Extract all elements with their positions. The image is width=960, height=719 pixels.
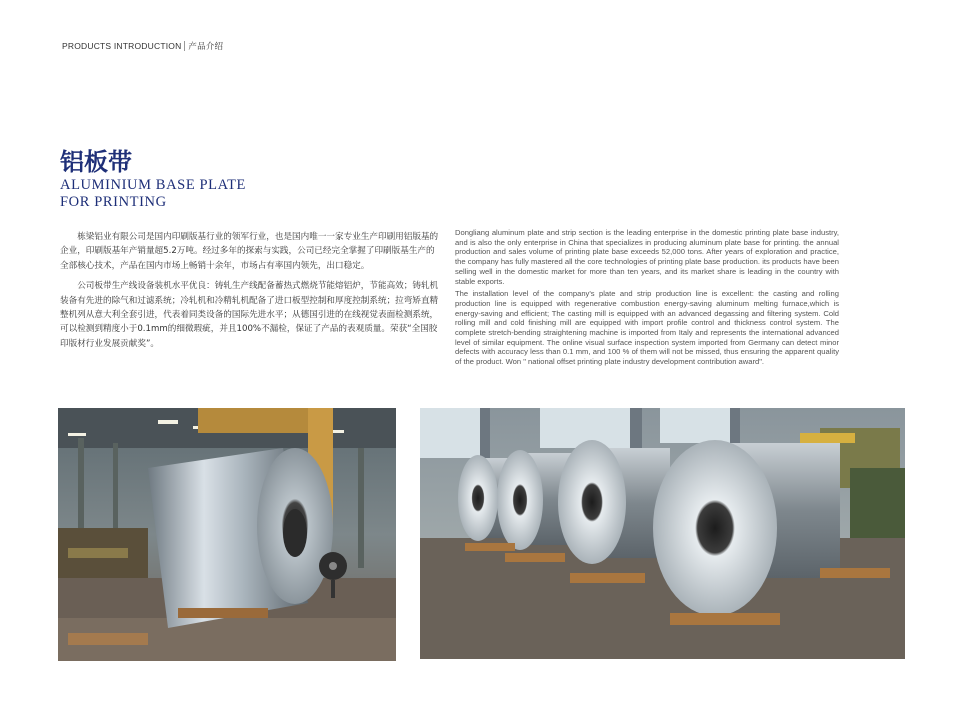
description-en-paragraph: Dongliang aluminum plate and strip section is the leading enterprise in the domestic printing plate base industry, and is also the only enterprise in China that specializes in producing aluminum plate base for printing. the annual production and sales volume of printing plate base exceeds 52,000 tons. After years of exploration and practice, the company has fully mastered all the core technologies of printing plate base production. its products have been selling well in the domestic market for more than ten years, and its market share is leading in the country with stable exports. (455, 228, 839, 286)
section-title-en: PRODUCTS INTRODUCTION (62, 41, 182, 51)
section-header (62, 40, 223, 52)
description-zh-paragraph: 公司板带生产线设备装机水平优良：铸轧生产线配备蓄热式燃烧节能熔铝炉，节能高效；铸轧机装备有先进的除气和过滤系统；冷轧机和冷精轧机配备了进口板型控制和厚度控制系统；拉弯矫直精整机列从意大利全套引进，代表着同类设备的国际先进水平；从德国引进的在线视觉表面检测系统，可以检测到精度小于0.1mm的细微瑕疵，并且100%不漏检，保证了产品的表观质量。荣获“全国胶印版材行业发展贡献奖”。 (60, 281, 439, 349)
section-title-zh: 产品介绍 (188, 41, 224, 51)
product-title-en-line1: ALUMINIUM BASE PLATE (60, 177, 246, 193)
product-title-en-line2: FOR PRINTING (60, 193, 167, 210)
description-en-paragraph: The installation level of the company's plate and strip production line is excellent: the casting and rolling production line is equipped with regenerative combustion energy-saving aluminum melting furnace,which is energy-saving and efficient; The casting mill is equipped with an advanced degassing and filtering system. Cold rolling mill and cold finishing mill are equipped with import profile control and thickness control system. The complete stretch-bending straightening machine is imported from Italy and represents the international advanced level of similar equipment. The online visual surface inspection system imported from Germany can detect minor defects with accuracy less than 0.1 mm, and 100 % of them will not be missed, thus ensuring the apparent quality of the product. Won " national offset printing plate industry development contribution award". (455, 289, 839, 367)
factory-aluminium-coil-photo (58, 408, 396, 661)
aluminium-coils-row-photo (420, 408, 905, 659)
product-title-en (60, 177, 320, 210)
description-zh (60, 230, 441, 357)
product-title-zh: 铝板带 (60, 147, 132, 176)
description-zh-paragraph: 栋梁铝业有限公司是国内印刷版基行业的领军行业，也是国内唯一一家专业生产印刷用铝版基的企业，印刷版基年产销量超5.2万吨。经过多年的探索与实践，公司已经完全掌握了印刷版基生产的全部核心技术，产品在国内市场上畅销十余年，市场占有率国内领先，出口稳定。 (60, 232, 439, 271)
description-en (455, 228, 839, 370)
header-divider (184, 41, 185, 51)
